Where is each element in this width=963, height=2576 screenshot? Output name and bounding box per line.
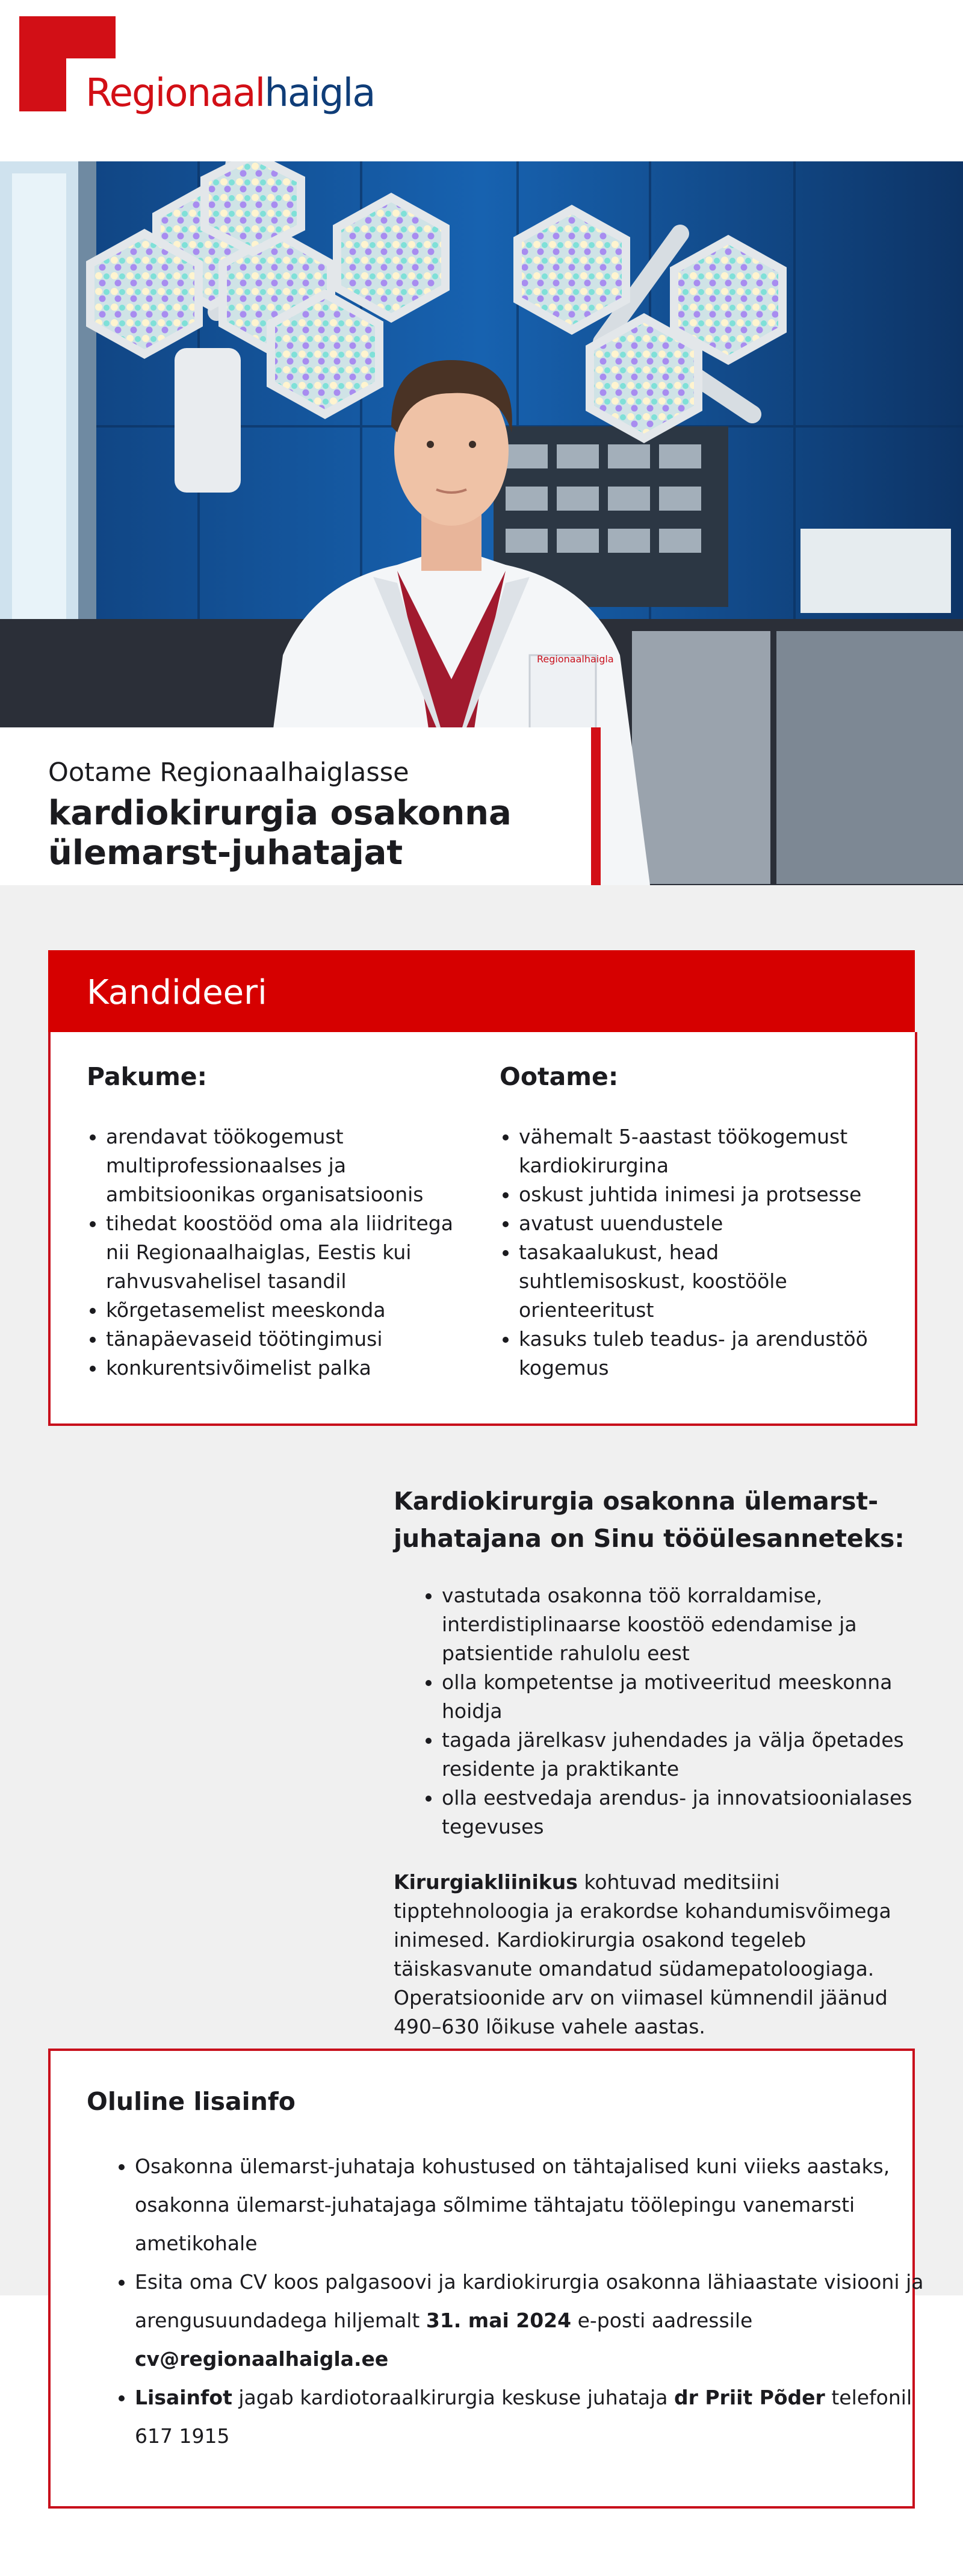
offer-list (87, 1122, 460, 1383)
expect-list (500, 1122, 873, 1383)
clinic-description (394, 1868, 923, 2041)
clinic-text: kohtuvad meditsiini tipptehnoloogia ja erakordse kohandumisvõimega inimesed. Kardiokirurgia osakond tegeleb täiskasvanute omandatud südamepatoloogiaga. Operatsioonide arv on viimasel kümnendil jäänud 490–630 lõikuse vahele aastas. (394, 1870, 891, 2038)
offer-heading: Pakume: (87, 1062, 207, 1091)
info-term-text: Osakonna ülemarst-juhataja kohustused on tähtajalised kuni viieks aastaks, osakonna ülemarst-juhatajaga sõlmime tähtajatu töölepingu vanemarsti ametikohale (135, 2154, 890, 2255)
expect-column (500, 1062, 873, 1383)
duty-item: • olla eestvedaja arendus- ja innovatsioonialases tegevuses (442, 1784, 923, 1841)
logo-wordmark-haigla: haigla (264, 71, 375, 116)
offer-column (87, 1062, 460, 1383)
contact-phone: telefonil 617 1915 (135, 2386, 912, 2448)
coat-logo-text: Regionaalhaigla (537, 653, 614, 665)
expect-item: • kasuks tuleb teadus- ja arendustöö kogemus (519, 1325, 873, 1383)
offer-item: • konkurentsivõimelist palka (106, 1354, 460, 1383)
info-item (135, 2263, 935, 2378)
regionaalhaigla-logo (19, 16, 375, 119)
expect-item: • oskust juhtida inimesi ja protsesse (519, 1180, 873, 1209)
info-list (87, 2147, 935, 2456)
offer-item: • arendavat töökogemust multiprofessionaalses ja ambitsioonikas organisatsioonis (106, 1122, 460, 1209)
duties-section (394, 1482, 923, 2041)
apply-button-label: Kandideeri (87, 973, 267, 1012)
info-cv-text-2: e-posti aadressile (571, 2309, 753, 2332)
offer-item: • kõrgetasemelist meeskonda (106, 1296, 460, 1325)
info-item (135, 2147, 935, 2263)
duties-heading: Kardiokirurgia osakonna ülemarst-juhatajana on Sinu tööülesanneteks: (394, 1487, 905, 1553)
info-contact-text: jagab kardiotoraalkirurgia keskuse juhataja (232, 2386, 674, 2409)
expect-item: • vähemalt 5-aastast töökogemust kardiokirurgina (519, 1122, 873, 1180)
cv-email-link[interactable]: cv@regionaalhaigla.ee (135, 2347, 389, 2371)
expect-heading: Ootame: (500, 1062, 619, 1091)
offer-expect-box (48, 1032, 917, 1426)
contact-person-name: dr Priit Põder (673, 2386, 825, 2409)
duty-item: • tagada järelkasv juhendades ja välja õpetades residente ja praktikante (442, 1726, 923, 1784)
offer-item: • tänapäevaseid töötingimusi (106, 1325, 460, 1354)
logo-wordmark-regionaal: Regionaal (85, 71, 265, 116)
duty-item: • olla kompetentse ja motiveeritud meeskonna hoidja (442, 1668, 923, 1726)
additional-info-box (48, 2049, 924, 2509)
info-contact-label: Lisainfot (135, 2386, 232, 2409)
offer-item: • tihedat koostööd oma ala liidritega nii Regionaalhaiglas, Eestis kui rahvusvahelisel tasandil (106, 1209, 460, 1296)
apply-button[interactable] (48, 950, 915, 1032)
duty-item: • vastutada osakonna töö korraldamise, interdistiplinaarse koostöö edendamise ja patsientide rahulolu eest (442, 1581, 923, 1668)
info-item (135, 2378, 935, 2456)
page-title: kardiokirurgia osakonna ülemarst-juhatajat (48, 794, 512, 873)
logo-wordmark (85, 71, 375, 116)
duties-list (394, 1581, 923, 1841)
info-cv-text: Esita oma CV koos palgasoovi ja kardiokirurgia osakonna lähiaastate visiooni ja arengusuundadega hiljemalt (135, 2270, 924, 2332)
info-heading: Oluline lisainfo (87, 2087, 296, 2116)
deadline-date: 31. mai 2024 (426, 2309, 572, 2332)
expect-item: • avatust uuendustele (519, 1209, 873, 1238)
expect-item: • tasakaalukust, head suhtlemisoskust, koostööle orienteeritust (519, 1238, 873, 1325)
title-intro: Ootame Regionaalhaiglasse (48, 758, 409, 788)
clinic-name: Kirurgiakliinikus (394, 1870, 578, 1894)
title-accent-bar (591, 727, 601, 885)
